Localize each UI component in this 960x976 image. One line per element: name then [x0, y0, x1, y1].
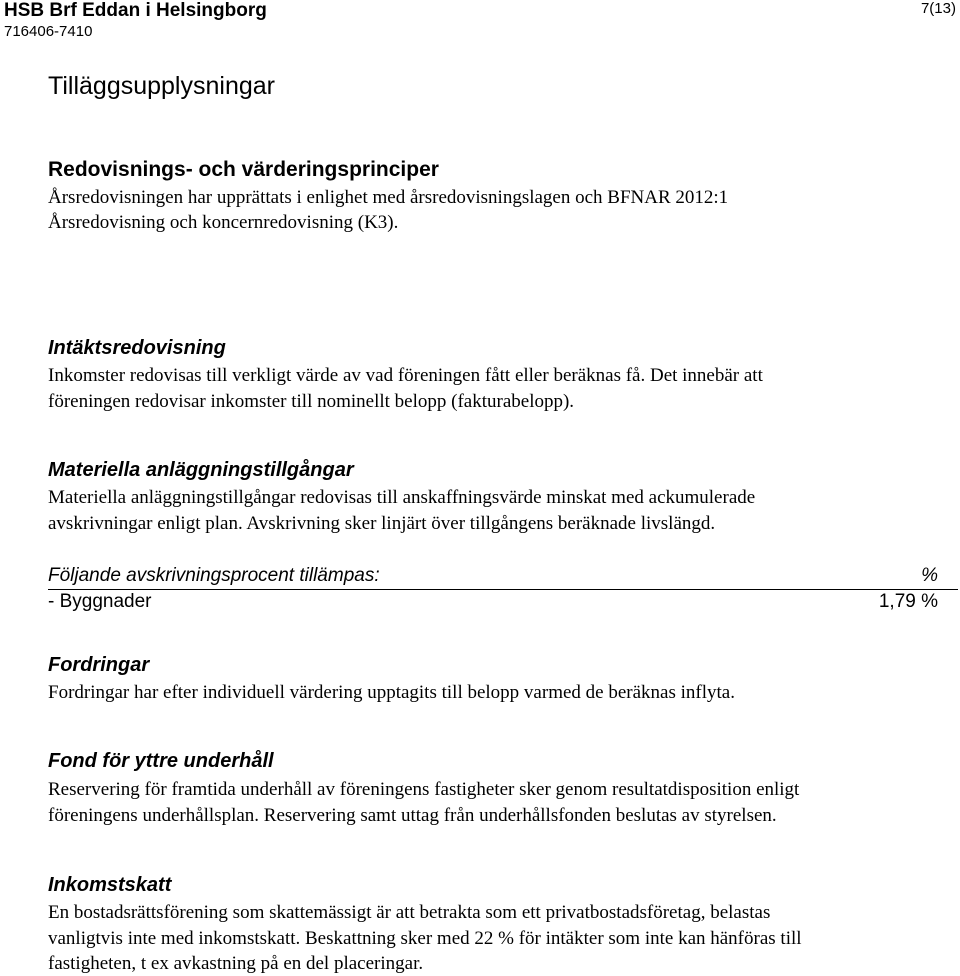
revenue-text-line-1: Inkomster redovisas till verkligt värde av vad föreningen fått eller beräknas få. Det innebär att [48, 365, 763, 386]
depreciation-rates-label: Följande avskrivningsprocent tillämpas: [48, 565, 380, 586]
organization-name: HSB Brf Eddan i Helsingborg [4, 0, 267, 21]
page-title: Tilläggsupplysningar [48, 72, 275, 100]
principles-heading: Redovisnings- och värderingsprinciper [48, 158, 439, 181]
fixed-assets-text-line-1: Materiella anläggningstillgångar redovisas till anskaffningsvärde minskat med ackumulerade [48, 487, 756, 508]
maintenance-fund-text-line-1: Reservering för framtida underhåll av föreningens fastigheter sker genom resultatdisposition enligt [48, 779, 800, 800]
maintenance-fund-heading: Fond för yttre underhåll [48, 750, 274, 772]
depreciation-rate-label: - Byggnader [48, 591, 152, 612]
maintenance-fund-text-line-2: föreningens underhållsplan. Reservering samt uttag från underhållsfonden beslutas av styrelsen. [48, 805, 777, 826]
receivables-heading: Fordringar [48, 654, 150, 676]
receivables-text-line-1: Fordringar har efter individuell värdering upptagits till belopp varmed de beräknas inflyta. [48, 682, 735, 703]
principles-text-line-1: Årsredovisningen har upprättats i enlighet med årsredovisningslagen och BFNAR 2012:1 [48, 187, 729, 208]
depreciation-rate-value: 1,79 % [878, 591, 938, 612]
revenue-heading: Intäktsredovisning [48, 337, 226, 359]
fixed-assets-heading: Materiella anläggningstillgångar [48, 459, 354, 481]
depreciation-rate-row [48, 591, 958, 615]
organization-number: 716406-7410 [4, 23, 93, 40]
page-number: 7(13) [920, 0, 956, 17]
income-tax-text-line-2: vanligtvis inte med inkomstskatt. Beskattning sker med 22 % för intäkter som inte kan hänföras till [48, 928, 802, 949]
revenue-text-line-2: föreningen redovisar inkomster till nominellt belopp (fakturabelopp). [48, 391, 575, 412]
income-tax-text-line-3: fastigheten, t ex avkastning på en del placeringar. [48, 953, 424, 974]
depreciation-rates-unit: % [921, 565, 938, 586]
income-tax-heading: Inkomstskatt [48, 874, 172, 896]
principles-text-line-2: Årsredovisning och koncernredovisning (K3). [48, 212, 399, 233]
income-tax-text-line-1: En bostadsrättsförening som skattemässigt är att betrakta som ett privatbostadsföretag, belastas [48, 902, 771, 923]
depreciation-rates-header [48, 565, 958, 590]
fixed-assets-text-line-2: avskrivningar enligt plan. Avskrivning sker linjärt över tillgångens beräknade livslängd. [48, 513, 716, 534]
